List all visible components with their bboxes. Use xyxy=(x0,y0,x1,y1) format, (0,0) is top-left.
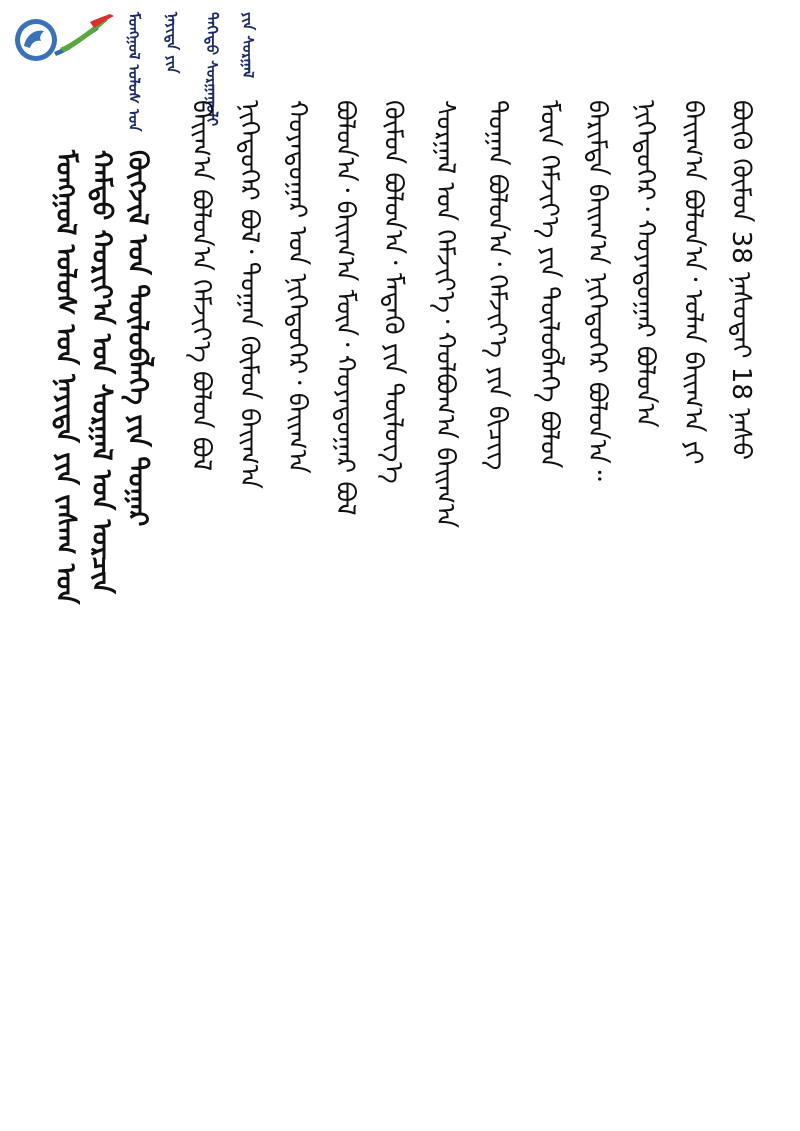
title-line-1: ᠮᠣᠩᠭᠣᠯ ᠤᠯᠤᠰ ᠤᠨ ᠨᠡᠶᠢᠲᠡ ᠶᠢᠨ ᠵᠠᠰᠠᠭ ᠤᠨ xyxy=(50,150,81,605)
brand-line-3: ᠳᠡᠭᠡᠳᠦ ᠰᠤᠷᠭᠠᠭᠤᠯᠢ xyxy=(203,12,221,127)
paragraph-line-4: ᠪᠠᠷᠢᠮᠲᠠ ᠪᠠᠢᠭ᠎ᠠ ᠨᠢᠭᠡᠳᠦᠭᠡᠷ ᠪᠣᠯᠤᠨ᠎ᠠ᠃ xyxy=(582,100,612,481)
paragraph-line-9: ᠪᠣᠯᠤᠨ᠎ᠠ᠂ ᠪᠠᠢᠭ᠎ᠠ ᠮᠥᠨ᠂ ᠬᠣᠶᠠᠳᠤᠭᠠᠷ ᠪᠣᠯ xyxy=(330,100,360,516)
paragraph-line-1: ᠪᠦᠬᠦ ᠬᠦᠮᠦᠨ 38 ᠨᠠᠰᠤᠲᠠᠢ 18 ᠨᠠᠰᠤ xyxy=(726,100,756,460)
paragraph-line-6: ᠲᠣᠭᠠᠨ ᠪᠣᠯᠤᠨ᠎ᠠ᠂ ᠬᠡᠮᠵᠢᠶ᠎ᠡ ᠶᠢᠨ ᠪᠢᠴᠢᠭ xyxy=(482,100,512,471)
brand-line-1: ᠮᠣᠩᠭᠣᠯ ᠤᠯᠤᠰ ᠤᠨ xyxy=(125,12,143,132)
logo-swoosh-red xyxy=(90,14,114,28)
title-line-3: ᠬᠥᠭᠵᠢᠯ ᠤᠨ ᠲᠥᠯᠥᠪᠯᠡᠭᠡ ᠶᠢᠨ ᠳᠤᠭᠠᠷ xyxy=(122,150,153,527)
brand-line-4: ᠶᠢᠨ ᠰᠤᠷᠭᠠᠯ xyxy=(239,12,257,79)
brand-line-2: ᠨᠡᠶᠢᠲᠡ ᠶᠢᠨ xyxy=(163,12,181,74)
horse-emblem-logo xyxy=(10,12,122,64)
paragraph-line-2: ᠪᠠᠢᠭ᠎ᠠ ᠪᠣᠯᠤᠨ᠎ᠠ᠂ ᠣᠯᠠᠨ ᠪᠠᠢᠭ᠎ᠠ ᠶᠢ xyxy=(678,100,708,465)
paragraph-line-12: ᠪᠠᠢᠭ᠎ᠠ ᠪᠣᠯᠤᠨ᠎ᠠ ᠬᠡᠮᠵᠢᠶ᠎ᠡ ᠪᠣᠯᠤᠨ ᠪᠣᠯ xyxy=(186,100,216,472)
paragraph-line-8: ᠬᠦᠮᠦᠨ ᠪᠣᠯᠤᠨ᠎ᠠ᠂ ᠮᠡᠳᠡᠬᠦ ᠶᠢᠨ ᠲᠥᠯᠥᠭ᠎ᠡ xyxy=(378,100,408,484)
paragraph-line-11: ᠨᠢᠭᠡᠳᠦᠭᠡᠷ ᠪᠣᠯ᠂ ᠲᠣᠭᠠᠨ ᠬᠦᠮᠦᠨ ᠪᠠᠢᠭ᠎ᠠ xyxy=(234,100,264,489)
logo-swoosh-green xyxy=(60,20,108,52)
paragraph-line-10: ᠬᠣᠶᠠᠳᠤᠭᠠᠷ ᠤᠨ ᠨᠢᠭᠡᠳᠦᠭᠡᠷ᠂ ᠪᠠᠢᠭ᠎ᠠ xyxy=(282,100,312,474)
paragraph-line-7: ᠰᠤᠷᠭᠠᠯ ᠤᠨ ᠬᠡᠮᠵᠢᠶ᠎ᠡ᠂ ᠬᠣᠯᠪᠣᠭ᠎ᠠ ᠪᠠᠢᠭ᠎ᠠ xyxy=(430,100,460,529)
title-line-2: ᠬᠠᠮᠲᠤ ᠬᠣᠷᠢᠶ᠎ᠠ ᠤᠨ ᠰᠤᠷᠭᠠᠯ ᠤᠨ ᠣᠷᠴᠢᠨ xyxy=(86,150,117,594)
paragraph-line-3: ᠨᠢᠭᠡᠳᠦᠭᠡᠷ᠂ ᠬᠣᠶᠠᠳᠤᠭᠠᠷ ᠪᠣᠯᠤᠨ᠎ᠠ xyxy=(630,100,660,428)
paragraph-line-5: ᠮᠥᠨ ᠬᠡᠮᠵᠢᠶ᠎ᠡ ᠶᠢᠨ ᠲᠥᠯᠥᠪᠯᠡᠭᠡ ᠪᠣᠯᠤᠨ xyxy=(534,100,564,469)
